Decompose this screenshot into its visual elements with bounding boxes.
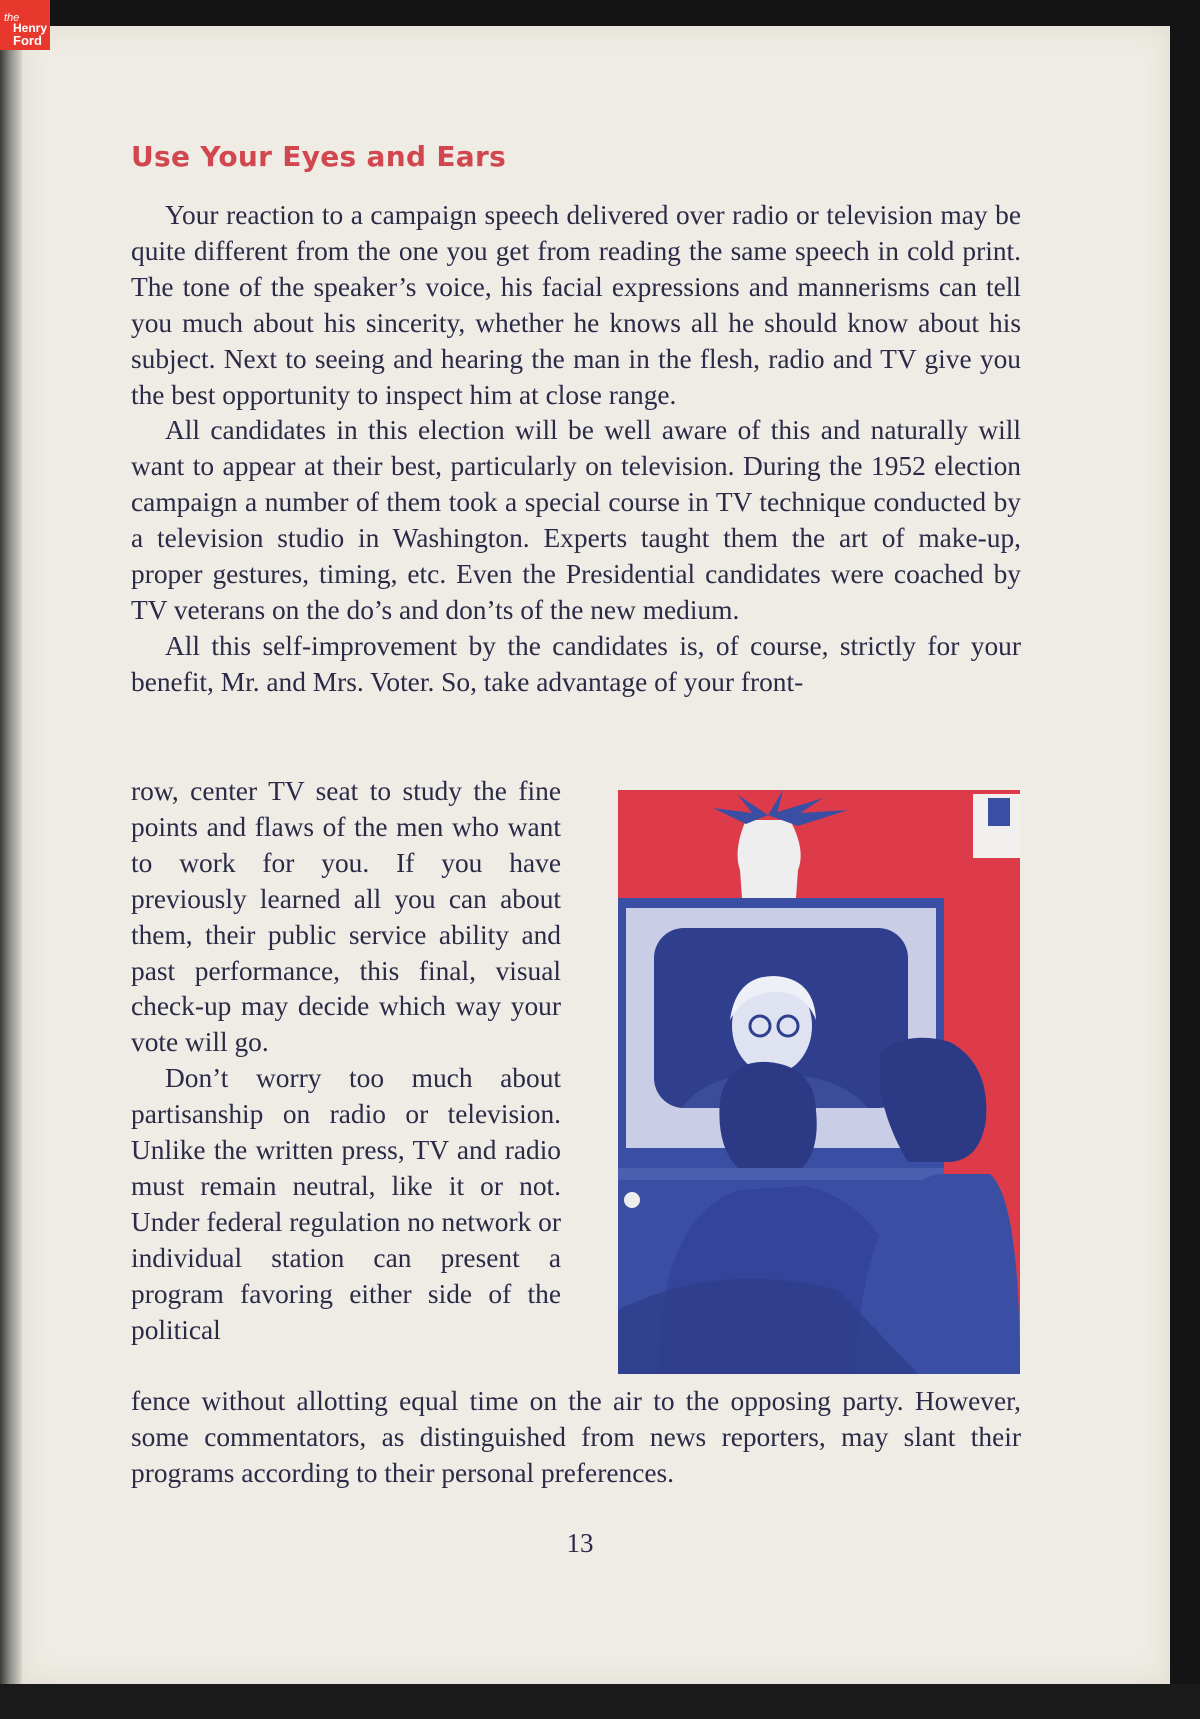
body-text-top xyxy=(131,198,1021,701)
book-spine xyxy=(0,26,22,1684)
section-heading: Use Your Eyes and Ears xyxy=(131,140,507,173)
paragraph: Don’t worry too much about partisanship on radio or television. Unlike the written press, TV and radio must remain neutral, like it or not. Under federal regulation no network or individual station can present a program favoring either side of the political xyxy=(131,1063,561,1345)
picture-frame xyxy=(988,798,1010,826)
logo-text: Ford xyxy=(13,33,42,48)
viewer-head xyxy=(719,1062,816,1168)
logo-text: Henry xyxy=(13,21,48,35)
henry-ford-logo xyxy=(0,0,50,50)
paragraph: All candidates in this election will be well aware of this and naturally will want to appear at their best, particularly on television. During the 1952 election campaign a number of them took a special course in TV technique conducted by a television studio in Washington. Experts taught them the art of make-up, proper gestures, timing, etc. Even the Presidential candidates were coached by TV veterans on the do’s and don’ts of the new medium. xyxy=(131,415,1021,625)
paragraph: row, center TV seat to study the fine points and flaws of the men who want to work for you. If you have previously learned all you can about them, their public service ability and past performance, this final, visual check-up may decide which way your vote will go. xyxy=(131,776,561,1058)
page-number: 13 xyxy=(566,1528,594,1558)
tv-cabinet xyxy=(618,1168,944,1180)
logo-text: the xyxy=(4,12,20,24)
vase xyxy=(738,820,801,898)
body-text-bottom xyxy=(131,1384,1021,1492)
paragraph: All this self-improvement by the candidates is, of course, strictly for your benefit, Mr. and Mrs. Voter. So, take advantage of your front- xyxy=(131,630,1021,697)
paragraph: Your reaction to a campaign speech delivered over radio or television may be quite different from the one you get from reading the same speech in cold print. The tone of the speaker’s voice, his facial expressions and mannerisms can tell you much about his sincerity, whether he knows all he should know about his subject. Next to seeing and hearing the man in the flesh, radio and TV give you the best opportunity to inspect him at close range. xyxy=(131,200,1021,410)
tv-knob xyxy=(624,1192,640,1208)
paragraph: fence without allotting equal time on the air to the opposing party. However, some commentators, as distinguished from news reporters, may slant their programs according to their personal preferences. xyxy=(131,1386,1021,1488)
tv-viewers-illustration xyxy=(618,790,1020,1374)
body-text-beside-illustration xyxy=(131,774,561,1349)
scan-background xyxy=(0,1684,1200,1719)
